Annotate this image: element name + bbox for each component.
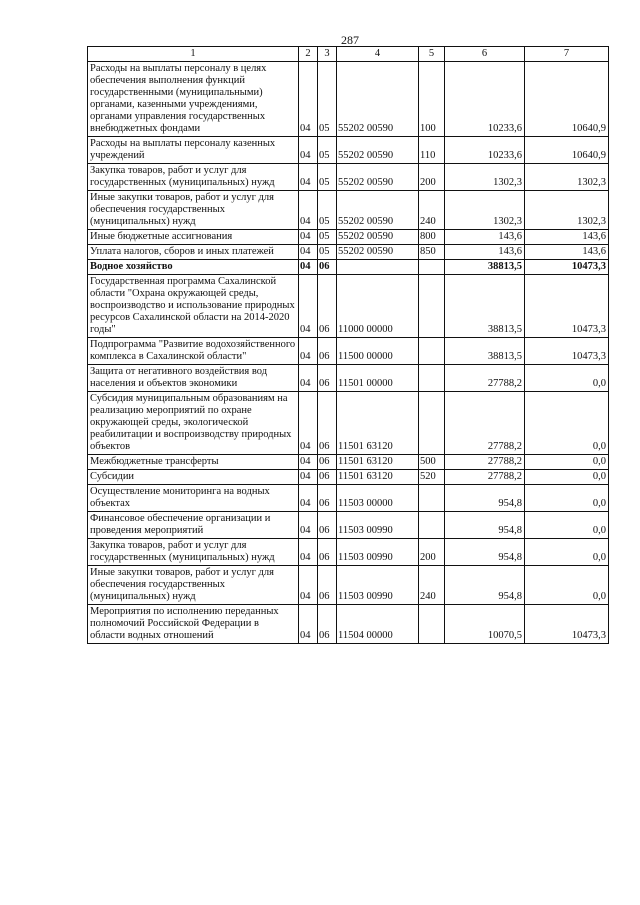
table-row: [88, 338, 609, 365]
row-expense-type: 200: [419, 164, 445, 191]
row-amount-col7: 0,0: [525, 566, 609, 605]
row-section-code: 04: [299, 245, 318, 260]
row-name: Закупка товаров, работ и услуг для государственных (муниципальных) нужд: [88, 539, 299, 566]
row-section-code: 04: [299, 137, 318, 164]
column-header: 3: [318, 47, 337, 62]
table-row: [88, 62, 609, 137]
row-expense-type: 110: [419, 137, 445, 164]
table-row: [88, 137, 609, 164]
row-name: Закупка товаров, работ и услуг для государственных (муниципальных) нужд: [88, 164, 299, 191]
row-amount-col7: 143,6: [525, 245, 609, 260]
row-section-code: 04: [299, 539, 318, 566]
row-target-code: 11501 63120: [337, 455, 419, 470]
row-amount-col7: 10640,9: [525, 137, 609, 164]
table-row: [88, 539, 609, 566]
table-row: [88, 230, 609, 245]
row-amount-col7: 10640,9: [525, 62, 609, 137]
row-subsection-code: 05: [318, 245, 337, 260]
row-expense-type: [419, 392, 445, 455]
row-subsection-code: 06: [318, 566, 337, 605]
row-amount-col6: 38813,5: [445, 275, 525, 338]
row-section-code: 04: [299, 191, 318, 230]
row-name: Водное хозяйство: [88, 260, 299, 275]
row-section-code: 04: [299, 230, 318, 245]
row-amount-col6: 10070,5: [445, 605, 525, 644]
row-target-code: 11504 00000: [337, 605, 419, 644]
row-subsection-code: 06: [318, 539, 337, 566]
row-target-code: 11500 00000: [337, 338, 419, 365]
row-section-code: 04: [299, 455, 318, 470]
row-amount-col6: 143,6: [445, 245, 525, 260]
table-row: [88, 275, 609, 338]
row-target-code: 55202 00590: [337, 245, 419, 260]
row-expense-type: [419, 338, 445, 365]
row-section-code: 04: [299, 485, 318, 512]
row-target-code: 11501 63120: [337, 470, 419, 485]
table-row: [88, 605, 609, 644]
row-subsection-code: 05: [318, 62, 337, 137]
row-amount-col6: 1302,3: [445, 164, 525, 191]
row-amount-col6: 954,8: [445, 539, 525, 566]
row-section-code: 04: [299, 164, 318, 191]
row-expense-type: 240: [419, 191, 445, 230]
row-section-code: 04: [299, 512, 318, 539]
row-amount-col7: 0,0: [525, 539, 609, 566]
row-name: Расходы на выплаты персоналу казенных учреждений: [88, 137, 299, 164]
table-row: [88, 191, 609, 230]
row-section-code: 04: [299, 62, 318, 137]
row-name: Иные бюджетные ассигнования: [88, 230, 299, 245]
row-expense-type: [419, 260, 445, 275]
table-row: [88, 365, 609, 392]
row-amount-col7: 0,0: [525, 470, 609, 485]
table-row: [88, 245, 609, 260]
table-row: [88, 164, 609, 191]
row-subsection-code: 06: [318, 485, 337, 512]
row-subsection-code: 06: [318, 605, 337, 644]
row-target-code: 11501 63120: [337, 392, 419, 455]
row-section-code: 04: [299, 566, 318, 605]
row-amount-col6: 38813,5: [445, 260, 525, 275]
row-amount-col7: 0,0: [525, 512, 609, 539]
row-target-code: 55202 00590: [337, 137, 419, 164]
row-target-code: 11503 00990: [337, 512, 419, 539]
row-name: Финансовое обеспечение организации и проведения мероприятий: [88, 512, 299, 539]
row-expense-type: [419, 365, 445, 392]
row-amount-col7: 0,0: [525, 365, 609, 392]
row-subsection-code: 06: [318, 365, 337, 392]
page-number: 287: [341, 33, 359, 47]
row-name: Мероприятия по исполнению переданных полномочий Российской Федерации в области водных отношений: [88, 605, 299, 644]
row-expense-type: 100: [419, 62, 445, 137]
row-amount-col6: 1302,3: [445, 191, 525, 230]
table-row: [88, 392, 609, 455]
row-name: Защита от негативного воздействия вод населения и объектов экономики: [88, 365, 299, 392]
row-expense-type: 520: [419, 470, 445, 485]
row-target-code: 11503 00990: [337, 539, 419, 566]
row-target-code: 11000 00000: [337, 275, 419, 338]
budget-table: [87, 46, 609, 644]
table-row: [88, 260, 609, 275]
table-body: [88, 62, 609, 644]
row-expense-type: [419, 512, 445, 539]
header-row: [88, 47, 609, 62]
row-expense-type: 500: [419, 455, 445, 470]
row-amount-col6: 10233,6: [445, 137, 525, 164]
row-target-code: 55202 00590: [337, 164, 419, 191]
row-expense-type: 240: [419, 566, 445, 605]
table-row: [88, 566, 609, 605]
row-subsection-code: 06: [318, 512, 337, 539]
row-section-code: 04: [299, 338, 318, 365]
row-target-code: 11503 00990: [337, 566, 419, 605]
column-header: 7: [525, 47, 609, 62]
row-target-code: 55202 00590: [337, 62, 419, 137]
column-header: 2: [299, 47, 318, 62]
row-subsection-code: 06: [318, 470, 337, 485]
row-amount-col7: 0,0: [525, 485, 609, 512]
row-amount-col7: 10473,3: [525, 275, 609, 338]
row-amount-col6: 954,8: [445, 512, 525, 539]
row-amount-col6: 27788,2: [445, 365, 525, 392]
column-header: 1: [88, 47, 299, 62]
row-subsection-code: 05: [318, 137, 337, 164]
row-amount-col7: 0,0: [525, 455, 609, 470]
row-target-code: 11503 00000: [337, 485, 419, 512]
row-expense-type: 850: [419, 245, 445, 260]
row-amount-col6: 143,6: [445, 230, 525, 245]
row-amount-col6: 27788,2: [445, 455, 525, 470]
row-expense-type: [419, 275, 445, 338]
row-amount-col6: 38813,5: [445, 338, 525, 365]
row-name: Субсидия муниципальным образованиям на реализацию мероприятий по охране окружающей среды, экологической реабилитации и воспроизводству природных объектов: [88, 392, 299, 455]
row-amount-col6: 954,8: [445, 566, 525, 605]
row-name: Межбюджетные трансферты: [88, 455, 299, 470]
row-amount-col7: 10473,3: [525, 605, 609, 644]
row-amount-col7: 10473,3: [525, 338, 609, 365]
table-row: [88, 470, 609, 485]
row-expense-type: [419, 485, 445, 512]
row-section-code: 04: [299, 260, 318, 275]
row-name: Расходы на выплаты персоналу в целях обеспечения выполнения функций государственными (муниципальными) органами, казенными учреждениями, органами управления государственных внебюджетных фондами: [88, 62, 299, 137]
row-subsection-code: 06: [318, 260, 337, 275]
row-amount-col7: 1302,3: [525, 191, 609, 230]
row-amount-col6: 954,8: [445, 485, 525, 512]
row-amount-col6: 27788,2: [445, 470, 525, 485]
row-amount-col7: 10473,3: [525, 260, 609, 275]
row-name: Осуществление мониторинга на водных объектах: [88, 485, 299, 512]
row-amount-col6: 10233,6: [445, 62, 525, 137]
row-target-code: 11501 00000: [337, 365, 419, 392]
row-subsection-code: 06: [318, 275, 337, 338]
row-subsection-code: 05: [318, 230, 337, 245]
row-expense-type: [419, 605, 445, 644]
row-section-code: 04: [299, 365, 318, 392]
column-header: 6: [445, 47, 525, 62]
row-section-code: 04: [299, 470, 318, 485]
row-name: Уплата налогов, сборов и иных платежей: [88, 245, 299, 260]
row-target-code: 55202 00590: [337, 230, 419, 245]
row-subsection-code: 05: [318, 191, 337, 230]
row-expense-type: 800: [419, 230, 445, 245]
row-name: Государственная программа Сахалинской области "Охрана окружающей среды, воспроизводство и использование природных ресурсов Сахалинской области на 2014-2020 годы": [88, 275, 299, 338]
row-section-code: 04: [299, 392, 318, 455]
row-section-code: 04: [299, 275, 318, 338]
row-name: Подпрограмма "Развитие водохозяйственного комплекса в Сахалинской области": [88, 338, 299, 365]
table-row: [88, 512, 609, 539]
row-amount-col7: 1302,3: [525, 164, 609, 191]
row-amount-col7: 143,6: [525, 230, 609, 245]
row-subsection-code: 05: [318, 164, 337, 191]
row-amount-col7: 0,0: [525, 392, 609, 455]
table-row: [88, 455, 609, 470]
column-header: 4: [337, 47, 419, 62]
row-subsection-code: 06: [318, 338, 337, 365]
row-name: Субсидии: [88, 470, 299, 485]
row-target-code: [337, 260, 419, 275]
row-expense-type: 200: [419, 539, 445, 566]
row-section-code: 04: [299, 605, 318, 644]
row-name: Иные закупки товаров, работ и услуг для обеспечения государственных (муниципальных) нужд: [88, 566, 299, 605]
row-amount-col6: 27788,2: [445, 392, 525, 455]
row-target-code: 55202 00590: [337, 191, 419, 230]
row-subsection-code: 06: [318, 392, 337, 455]
table-row: [88, 485, 609, 512]
column-header: 5: [419, 47, 445, 62]
row-subsection-code: 06: [318, 455, 337, 470]
row-name: Иные закупки товаров, работ и услуг для обеспечения государственных (муниципальных) нужд: [88, 191, 299, 230]
